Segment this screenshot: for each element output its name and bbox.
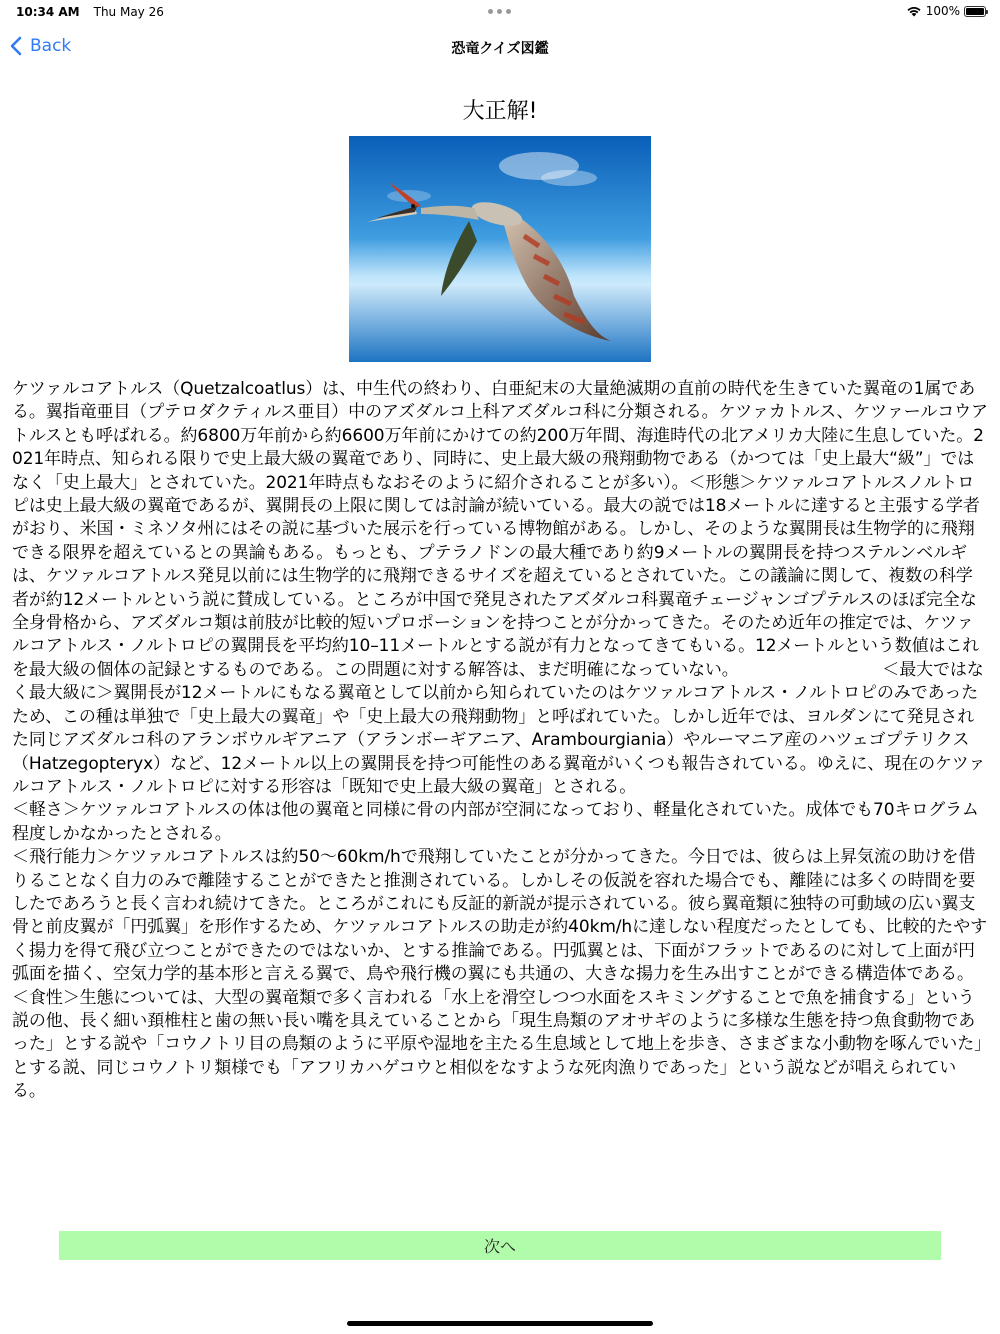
status-bar <box>0 0 1000 24</box>
dot <box>506 9 511 14</box>
status-right <box>906 4 986 18</box>
dinosaur-description: ケツァルコアトルス（Quetzalcoatlus）は、中生代の終わり、白亜紀末の大量絶滅期の直前の時代を生きていた翼竜の1属である。翼指竜亜目（プテロダクティルス亜目）中のアズダルコ上科アズダルコ科に分類される。ケツァカトルス、ケツァールコウアトルスとも呼ばれる。約6800万年前から約6600万年前にかけての約200万年間、海進時代の北アメリカ大陸に生息していた。2021年時点、知られる限りで史上最大級の翼竜であり、同時に、史上最大級の飛翔動物である（かつては「史上最大“級”」ではなく「史上最大」とされていた。2021年時点もなおそのように紹介されることが多い）。＜形態＞ケツァルコアトルスノルトロピは史上最大級の翼竜であるが、翼開長の上限に関しては討論が続いている。最大の説では18メートルに達すると主張する学者がおり、米国・ミネソタ州にはその説に基づいた展示を行っている博物館がある。しかし、そのような翼開長は生物学的に飛翔できる限界を超えているとの異論もある。もっとも、プテラノドンの最大種であり約9メートルの翼開長を持つステルンベルギは、ケツァルコアトルス発見以前には生物学的に飛翔できるサイズを超えているとされていた。この議論に関して、複数の科学者が約12メートルという説に賛成している。ところが中国で発見されたアズダルコ科翼竜チェージャンゴプテルスのほぼ完全な全身骨格から、アズダルコ類は前肢が比較的短いプロポーションを持つことが分かってきた。そのため近年の推定では、ケツァルコアトルス・ノルトロピの翼開長を平均約10–11メートルとする説が有力となってきてもいる。12メートルという数値はこれを最大級の個体の記録とするものである。この問題に対する解答は、まだ明確になっていない。 ＜最大ではなく最大級に＞翼開長が12メートルにもなる翼竜として以前から知られていたのはケツァルコアトルス・ノルトロピのみであったため、この種は単独で「史上最大の翼竜」や「史上最大の飛翔動物」と呼ばれていた。しかし近年では、ヨルダンにて発見された同じアズダルコ科のアランボウルギアニア（アランボーギアニア、Arambourgiania）やルーマニア産のハツェゴプテリクス（Hatzegopteryx）など、12メートル以上の翼開長を持つ可能性のある翼竜がいくつも報告されている。ゆえに、現在のケツァルコアトルス・ノルトロピに対する形容は「既知で史上最大級の翼竜」とされる。 ＜軽さ＞ケツァルコアトルスの体は他の翼竜と同様に骨の内部が空洞になっており、軽量化されていた。成体でも70キログラム程度しかなかったとされる。 ＜飛行能力＞ケツァルコアトルスは約50〜60km/hで飛翔していたことが分かってきた。今日では、彼らは上昇気流の助けを借りることなく自力のみで離陸することができたと推測されている。しかしその仮説を容れた場合でも、離陸には多くの時間を要したであろうと長く言われ続けてきた。ところがこれにも反証的新説が提示されている。彼ら翼竜類に独特の可動域の広い翼支骨と前皮翼が「円弧翼」を形作するため、ケツァルコアトルスの助走が約40km/hに達しない程度だったとしても、比較的たやすく揚力を得て飛び立つことができたのではないか、とする推論である。円弧翼とは、下面がフラットであるのに対して上面が円弧面を描く、空気力学的基本形と言える翼で、鳥や飛行機の翼にも共通の、大きな揚力を生み出すことができる構造体である。 ＜食性＞生態については、大型の翼竜類で多く言われる「水上を滑空しつつ水面をスキミングすることで魚を捕食する」という説の他、長く細い頚椎柱と歯の無い長い嘴を具えていることから「現生鳥類のアオサギのように多様な生態を持つ魚食動物であった」とする説や「コウノトリ目の鳥類のように平原や湿地を主たる生息域として地上を歩き、さまざまな小動物を啄んでいた」とする説、同じコウノトリ類様でも「アフリカハゲコウと相似をなすような死肉漁りであった」という説などが唱えられている。 <box>12 379 988 1102</box>
status-date: Thu May 26 <box>93 5 164 19</box>
multitasking-dots-icon[interactable] <box>488 9 511 14</box>
status-time: 10:34 AM <box>16 5 80 19</box>
battery-icon <box>964 6 986 17</box>
dinosaur-image <box>349 136 651 362</box>
next-button[interactable]: 次へ <box>59 1231 941 1260</box>
battery-fill <box>966 8 984 15</box>
status-left <box>16 5 164 19</box>
result-heading: 大正解! <box>462 99 538 124</box>
dot <box>488 9 493 14</box>
back-button-label: Back <box>30 36 72 56</box>
quetzalcoatlus-illustration <box>349 136 651 362</box>
home-indicator[interactable] <box>347 1321 653 1326</box>
navigation-bar <box>0 24 1000 72</box>
battery-percent: 100% <box>925 4 960 18</box>
dot <box>497 9 502 14</box>
nav-title: 恐竜クイズ図鑑 <box>451 41 549 57</box>
wifi-icon <box>906 5 922 17</box>
